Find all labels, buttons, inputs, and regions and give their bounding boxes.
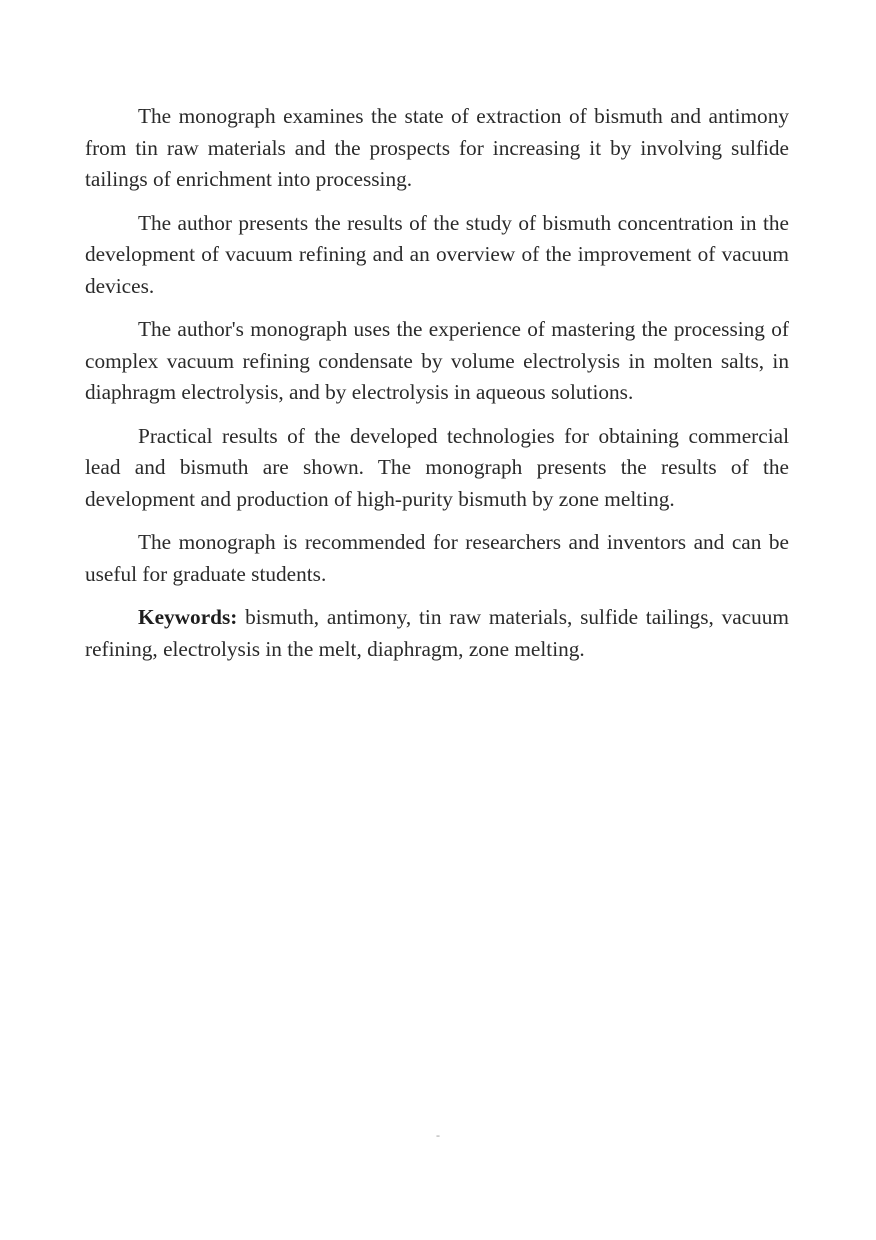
paragraph-electrolysis: The author's monograph uses the experience of mastering the processing of complex vacuum refining condensate by volume electrolysis in molten salts, in diaphragm electrolysis, and by electrolysis in aqueous solutions. bbox=[85, 317, 789, 404]
keywords-list: bismuth, antimony, tin raw materials, sulfide tailings, vacuum refining, electrolysis in the melt, diaphragm, zone melting. bbox=[85, 605, 789, 661]
paragraph-vacuum-refining: The author presents the results of the study of bismuth concentration in the development of vacuum refining and an overview of the improvement of vacuum devices. bbox=[85, 210, 789, 298]
page-number-marker: - bbox=[436, 1128, 440, 1142]
paragraph-practical-results: Practical results of the developed technologies for obtaining commercial lead and bismuth are shown. The monograph presents the results of the development and production of high-purity bismuth by zone melting. bbox=[85, 423, 789, 511]
keywords-paragraph bbox=[85, 602, 789, 665]
abstract-text bbox=[85, 101, 789, 677]
keywords-label: Keywords: bbox=[138, 605, 238, 629]
paragraph-extraction-state: The monograph examines the state of extraction of bismuth and antimony from tin raw materials and the prospects for increasing it by involving sulfide tailings of enrichment into processing. bbox=[85, 104, 789, 191]
paragraph-recommendation: The monograph is recommended for researchers and inventors and can be useful for graduate students. bbox=[85, 530, 789, 586]
